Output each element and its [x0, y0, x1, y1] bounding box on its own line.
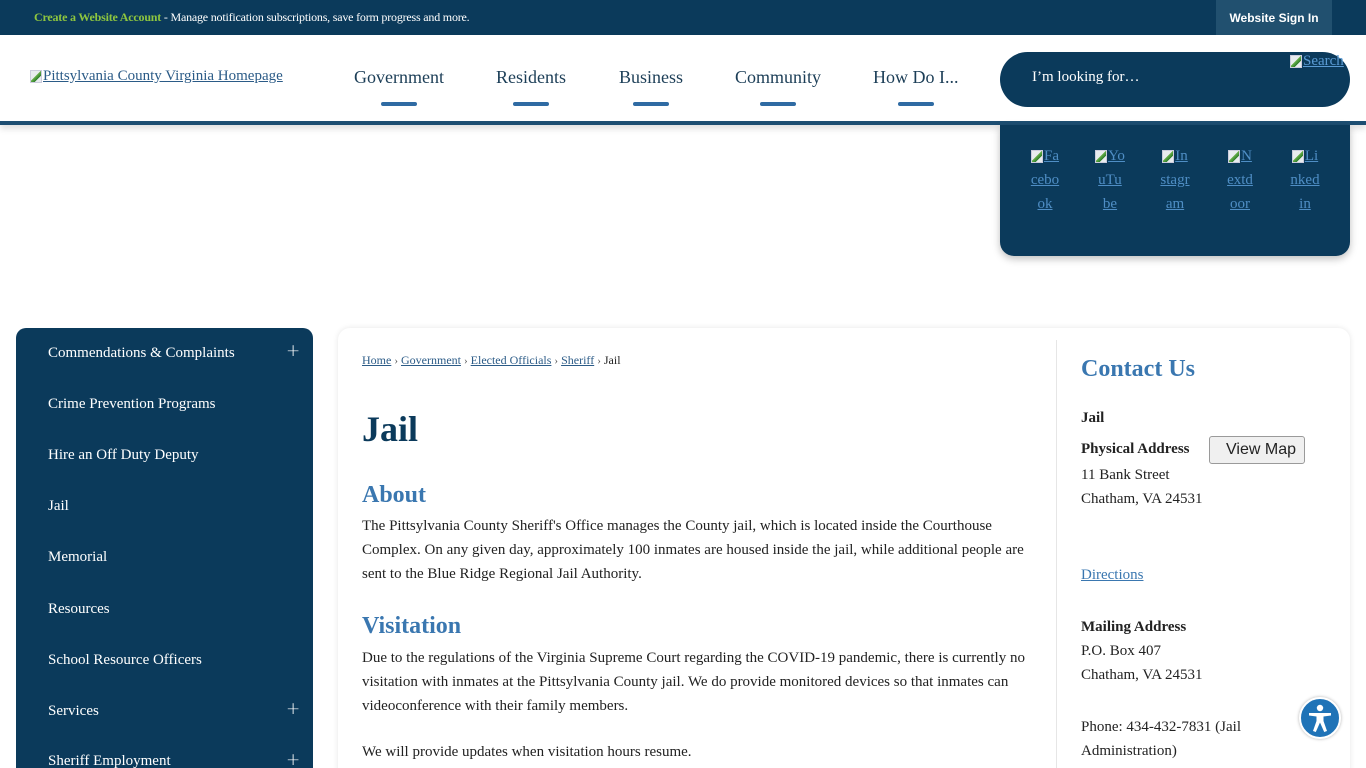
section-heading-about: About	[362, 482, 427, 508]
column-divider	[1056, 340, 1057, 768]
breadcrumb-government[interactable]: Government	[401, 353, 461, 367]
social-label: Nextdoor	[1227, 148, 1253, 212]
sidebar-item-sheriff-employment[interactable]: Sheriff Employment	[48, 753, 171, 768]
nav-underline	[898, 102, 934, 106]
breadcrumb-separator: ›	[394, 355, 398, 367]
breadcrumb-sheriff[interactable]: Sheriff	[561, 353, 595, 367]
social-label: YouTube	[1098, 148, 1125, 212]
section-sidebar	[16, 328, 313, 768]
nav-underline	[513, 102, 549, 106]
nav-label: Government	[354, 67, 444, 87]
nextdoor-link[interactable]	[1225, 144, 1255, 216]
nav-underline	[633, 102, 669, 106]
phone-line1: Phone: 434-432-7831 (Jail	[1081, 719, 1241, 735]
nav-business[interactable]	[619, 67, 683, 106]
social-label: Instagram	[1160, 148, 1190, 212]
physical-address-label: Physical Address	[1081, 441, 1190, 457]
search-button[interactable]	[1290, 53, 1344, 70]
nav-how-do-i[interactable]	[873, 67, 959, 106]
nav-underline	[760, 102, 796, 106]
nav-label: Business	[619, 67, 684, 87]
social-label: Linkedin	[1290, 148, 1320, 212]
site-search	[1000, 52, 1350, 107]
visitation-update-paragraph: We will provide updates when visitation hours resume.	[362, 744, 692, 760]
sidebar-item-jail[interactable]: Jail	[48, 498, 69, 514]
youtube-link[interactable]	[1095, 144, 1125, 216]
phone-line2: Administration)	[1081, 743, 1177, 759]
sidebar-item-hire-deputy[interactable]: Hire an Off Duty Deputy	[48, 447, 199, 463]
nav-label: Residents	[496, 67, 566, 87]
mailing-address-line1: P.O. Box 407	[1081, 643, 1162, 659]
search-icon	[1290, 55, 1302, 68]
page-title: Jail	[362, 409, 419, 449]
expand-plus-icon[interactable]: +	[286, 341, 301, 361]
directions-link[interactable]: Directions	[1081, 567, 1144, 583]
sidebar-item-commendations-complaints[interactable]: Commendations & Complaints	[48, 345, 235, 361]
instagram-icon	[1162, 150, 1174, 163]
nav-underline	[381, 102, 417, 106]
accessibility-person-icon	[1301, 699, 1339, 737]
breadcrumb-current: Jail	[603, 353, 621, 367]
expand-plus-icon[interactable]: +	[286, 750, 301, 768]
sidebar-item-school-resource-officers[interactable]: School Resource Officers	[48, 652, 202, 668]
logo-alt-text: Pittsylvania County Virginia Homepage	[43, 68, 283, 84]
main-content	[338, 328, 1350, 768]
breadcrumb-home[interactable]: Home	[362, 353, 392, 367]
social-label: Facebook	[1030, 148, 1060, 212]
breadcrumb-separator: ›	[463, 355, 468, 367]
sidebar-item-crime-prevention[interactable]: Crime Prevention Programs	[48, 396, 216, 412]
nav-community[interactable]	[735, 67, 821, 106]
mailing-address-label: Mailing Address	[1081, 619, 1187, 635]
physical-address-line2: Chatham, VA 24531	[1081, 491, 1203, 507]
linkedin-icon	[1292, 150, 1304, 163]
physical-address-line1: 11 Bank Street	[1081, 467, 1170, 483]
social-media-panel	[1000, 125, 1350, 256]
homepage-logo-link[interactable]	[30, 68, 283, 85]
linkedin-link[interactable]	[1290, 144, 1320, 216]
contact-title: Contact Us	[1081, 356, 1195, 382]
visitation-paragraph: Due to the regulations of the Virginia Supreme Court regarding the COVID-19 pandemic, there is currently no visitation with inmates at the Pittsylvania County jail. We do provide monitored devices so that inmates can videoconference with their family members.	[362, 650, 1025, 714]
facebook-icon	[1031, 150, 1043, 163]
account-promo	[34, 10, 469, 25]
sidebar-item-services[interactable]: Services	[48, 703, 99, 719]
site-header	[0, 35, 1366, 125]
logo-image-icon	[30, 70, 42, 83]
breadcrumb-separator: ›	[597, 355, 601, 367]
mailing-address-line2: Chatham, VA 24531	[1081, 667, 1203, 683]
sidebar-item-memorial[interactable]: Memorial	[48, 549, 108, 565]
breadcrumb	[362, 353, 621, 368]
breadcrumb-separator: ›	[554, 355, 559, 367]
promo-text: - Manage notification subscriptions, save form progress and more.	[161, 10, 470, 24]
section-heading-visitation: Visitation	[362, 613, 462, 639]
contact-name: Jail	[1081, 410, 1105, 426]
instagram-link[interactable]	[1160, 144, 1190, 216]
search-button-alt: Search	[1303, 53, 1344, 69]
facebook-link[interactable]	[1030, 144, 1060, 216]
utility-bar	[0, 0, 1366, 35]
about-paragraph: The Pittsylvania County Sheriff's Office manages the County jail, which is located inside the Courthouse Complex. On any given day, approximately 100 inmates are housed inside the jail, while additional people are sent to the Blue Ridge Regional Jail Authority.	[362, 518, 1024, 582]
search-input[interactable]	[1032, 69, 1252, 86]
nav-government[interactable]	[354, 67, 444, 106]
nav-label: Community	[735, 67, 822, 87]
website-sign-in-button[interactable]: Website Sign In	[1216, 0, 1332, 35]
nav-residents[interactable]	[496, 67, 566, 106]
breadcrumb-elected-officials[interactable]: Elected Officials	[470, 353, 552, 367]
view-map-button[interactable]: View Map	[1209, 436, 1305, 464]
accessibility-button[interactable]	[1299, 697, 1341, 739]
youtube-icon	[1095, 150, 1107, 163]
sidebar-item-resources[interactable]: Resources	[48, 601, 110, 617]
expand-plus-icon[interactable]: +	[286, 699, 301, 719]
nav-label: How Do I...	[873, 67, 959, 87]
nextdoor-icon	[1228, 150, 1240, 163]
create-account-link[interactable]: Create a Website Account	[34, 10, 162, 24]
